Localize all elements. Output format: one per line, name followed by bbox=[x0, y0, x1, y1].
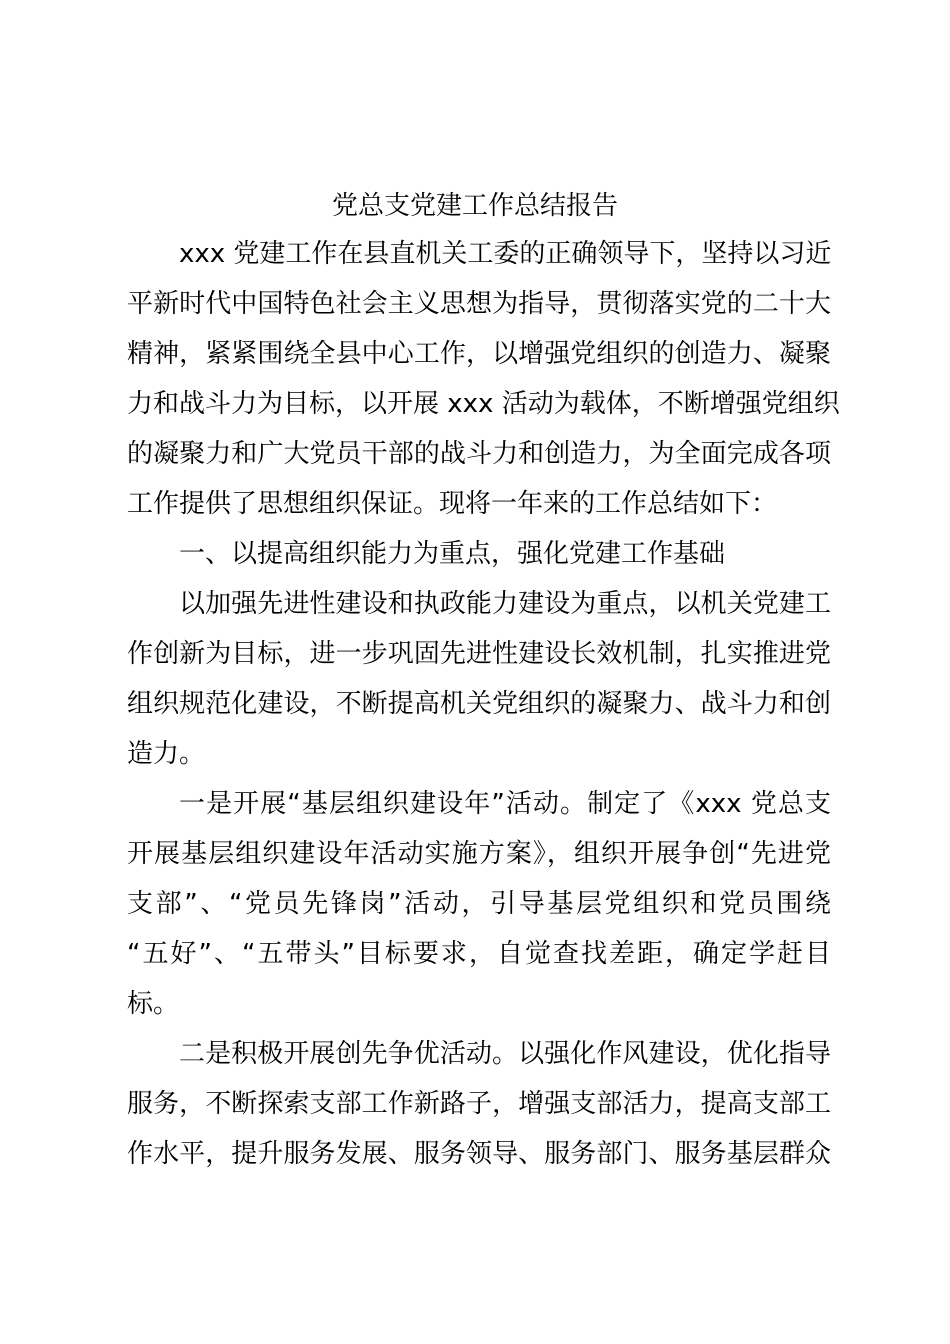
paragraph-4-line-5: 标。 bbox=[127, 989, 180, 1019]
paragraph-1-line-4: 力和战斗力为目标，以开展 xxx 活动为载体，不断增强党组织 bbox=[127, 389, 840, 419]
paragraph-4-line-2: 开展基层组织建设年活动实施方案》，组织开展争创“先进党 bbox=[127, 839, 831, 869]
paragraph-4-line-1: 一是开展“基层组织建设年”活动。制定了《xxx 党总支 bbox=[179, 789, 831, 819]
paragraph-1-line-5: 的凝聚力和广大党员干部的战斗力和创造力，为全面完成各项 bbox=[127, 439, 831, 469]
paragraph-4-line-3: 支部”、“党员先锋岗”活动，引导基层党组织和党员围绕 bbox=[127, 889, 831, 919]
paragraph-3-line-1: 以加强先进性建设和执政能力建设为重点，以机关党建工 bbox=[179, 589, 831, 619]
section-heading-1: 一、以提高组织能力为重点，强化党建工作基础 bbox=[179, 539, 726, 569]
paragraph-1-line-2: 平新时代中国特色社会主义思想为指导，贯彻落实党的二十大 bbox=[127, 289, 831, 319]
paragraph-1-line-6: 工作提供了思想组织保证。现将一年来的工作总结如下： bbox=[127, 489, 778, 519]
paragraph-3-line-2: 作创新为目标，进一步巩固先进性建设长效机制，扎实推进党 bbox=[127, 639, 831, 669]
paragraph-1-line-3: 精神，紧紧围绕全县中心工作，以增强党组织的创造力、凝聚 bbox=[127, 339, 831, 369]
paragraph-5-line-3: 作水平，提升服务发展、服务领导、服务部门、服务基层群众 bbox=[127, 1139, 831, 1169]
paragraph-3-line-3: 组织规范化建设，不断提高机关党组织的凝聚力、战斗力和创 bbox=[127, 689, 831, 719]
document-title: 党总支党建工作总结报告 bbox=[331, 191, 618, 221]
paragraph-5-line-1: 二是积极开展创先争优活动。以强化作风建设，优化指导 bbox=[179, 1039, 831, 1069]
paragraph-1-line-1: xxx 党建工作在县直机关工委的正确领导下，坚持以习近 bbox=[179, 239, 832, 269]
paragraph-3-line-4: 造力。 bbox=[127, 739, 206, 769]
paragraph-5-line-2: 服务，不断探索支部工作新路子，增强支部活力，提高支部工 bbox=[127, 1089, 831, 1119]
paragraph-4-line-4: “五好”、“五带头”目标要求，自觉查找差距，确定学赶目 bbox=[127, 939, 831, 969]
